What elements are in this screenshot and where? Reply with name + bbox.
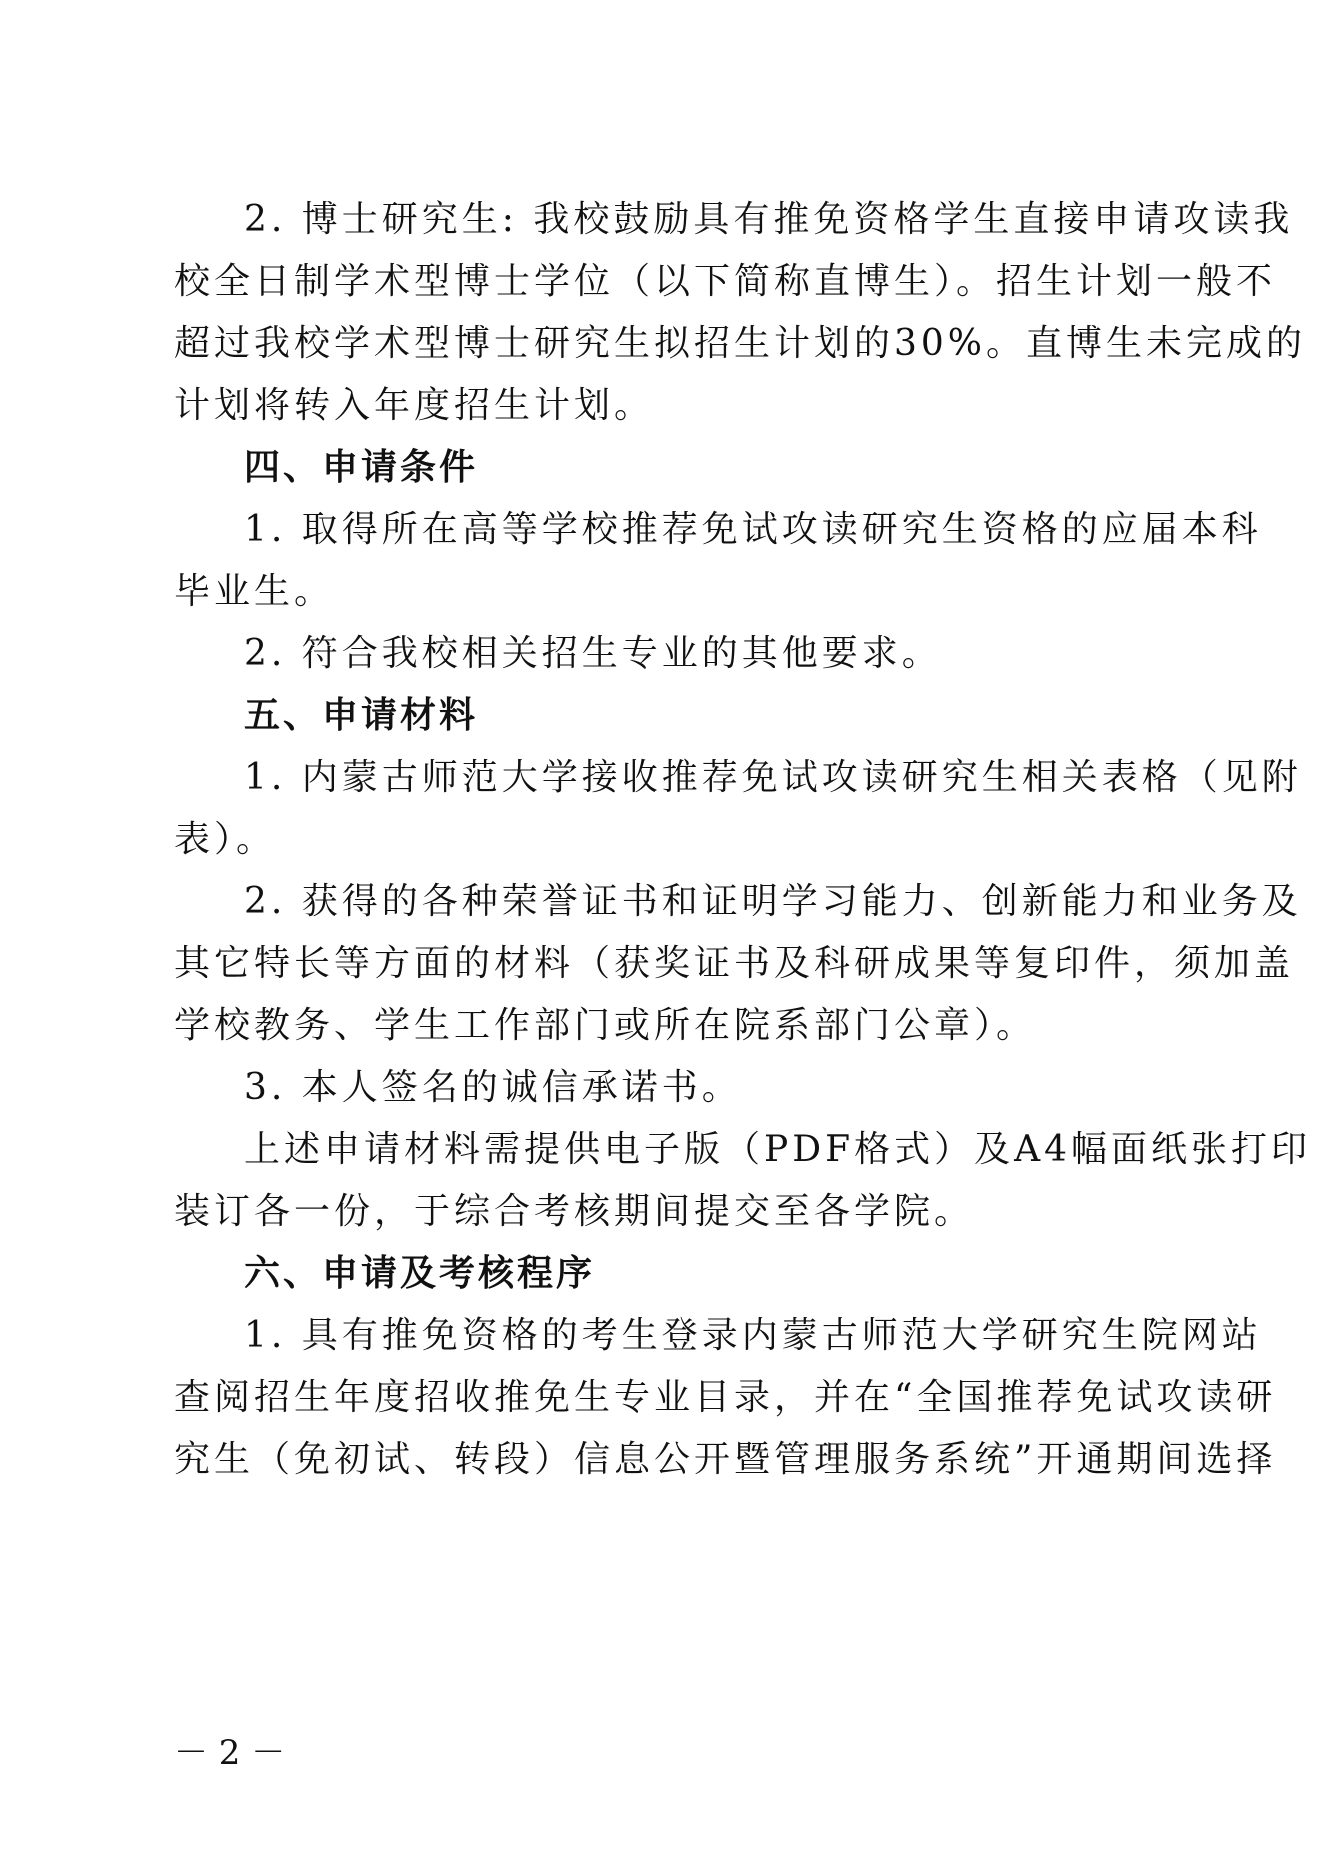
s5-item3-line-1: 3. 本人签名的诚信承诺书。 — [244, 1067, 742, 1108]
s4-item2-line-1: 2. 符合我校相关招生专业的其他要求。 — [244, 633, 942, 674]
doctoral-line-2: 校全日制学术型博士学位（以下简称直博生）。招生计划一般不 — [174, 261, 1277, 302]
s6-item1-line-2: 查阅招生年度招收推免生专业目录，并在“全国推荐免试攻读研 — [174, 1377, 1277, 1418]
s5-item2-line-2: 其它特长等方面的材料（获奖证书及科研成果等复印件，须加盖 — [174, 943, 1295, 984]
s5-item2-line-1: 2. 获得的各种荣誉证书和证明学习能力、创新能力和业务及 — [244, 881, 1302, 922]
doctoral-line-3: 超过我校学术型博士研究生拟招生计划的30%。直博生未完成的 — [174, 323, 1307, 364]
doctoral-line-1: 2. 博士研究生: 我校鼓励具有推免资格学生直接申请攻读我 — [244, 199, 1294, 240]
section-heading-procedure: 六、申请及考核程序 — [244, 1253, 596, 1294]
page-number: － 2 － — [174, 1733, 286, 1773]
s5-note-line-2: 装订各一份，于综合考核期间提交至各学院。 — [174, 1191, 975, 1232]
s5-item1-line-2: 表）。 — [174, 819, 277, 860]
s6-item1-line-1: 1. 具有推免资格的考生登录内蒙古师范大学研究生院网站 — [244, 1315, 1262, 1356]
s4-item1-line-2: 毕业生。 — [174, 571, 335, 612]
s5-note-line-1: 上述申请材料需提供电子版（PDF格式）及A4幅面纸张打印 — [244, 1129, 1311, 1170]
s5-item2-line-3: 学校教务、学生工作部门或所在院系部门公章）。 — [174, 1005, 1037, 1046]
section-heading-application-materials: 五、申请材料 — [244, 695, 479, 736]
section-heading-application-conditions: 四、申请条件 — [244, 447, 479, 488]
doctoral-line-4: 计划将转入年度招生计划。 — [174, 385, 655, 426]
s5-item1-line-1: 1. 内蒙古师范大学接收推荐免试攻读研究生相关表格（见附 — [244, 757, 1302, 798]
s6-item1-line-3: 究生（免初试、转段）信息公开暨管理服务系统”开通期间选择 — [174, 1439, 1277, 1480]
s4-item1-line-1: 1. 取得所在高等学校推荐免试攻读研究生资格的应届本科 — [244, 509, 1262, 550]
